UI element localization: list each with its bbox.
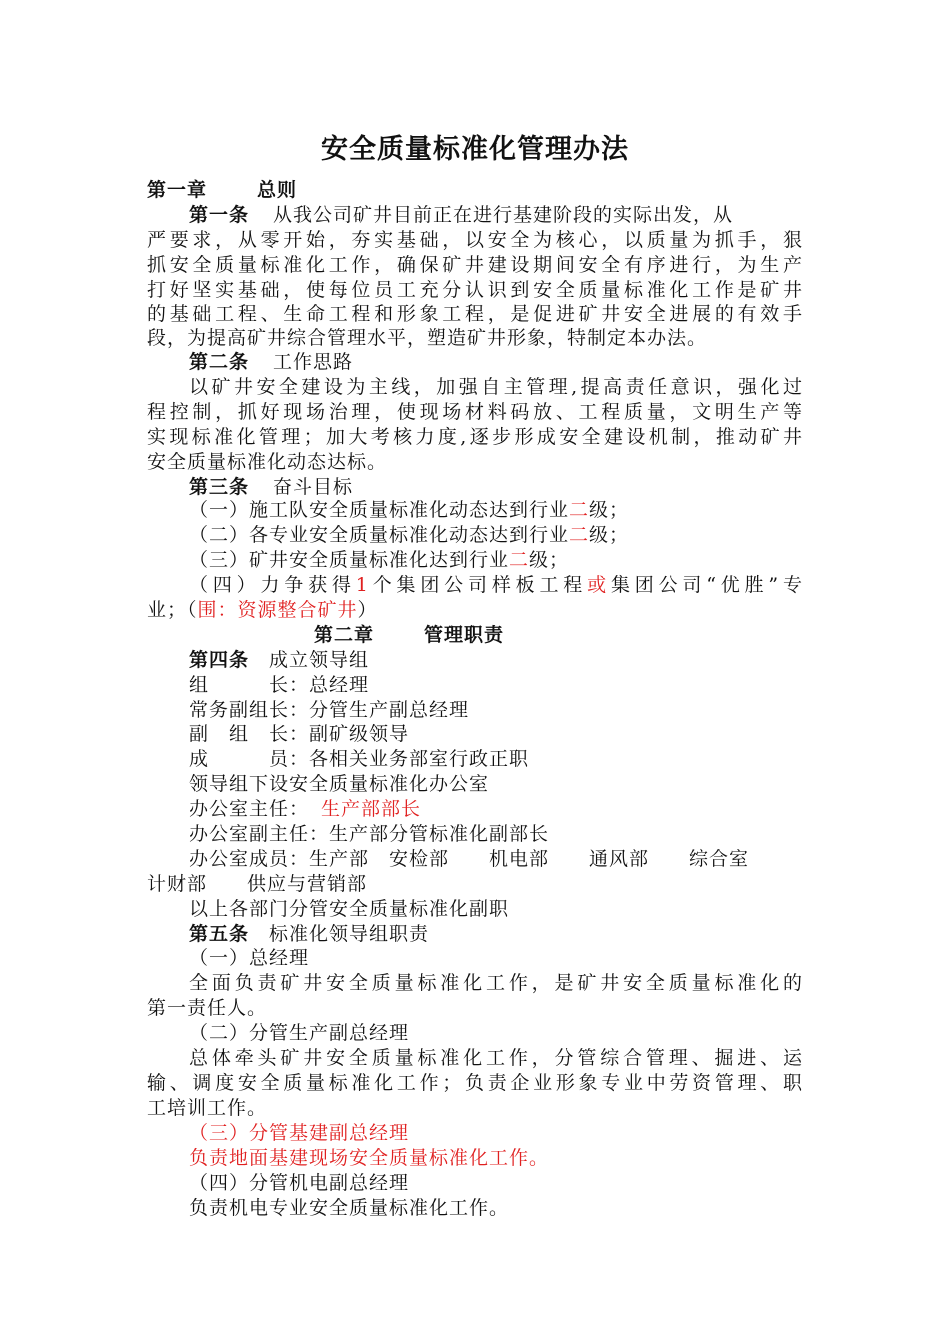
goal-4-text: （四）力争获得 <box>189 574 356 596</box>
article-1-line-6: 段，为提高矿井综合管理水平，塑造矿井形象，特制定本办法。 <box>147 327 708 349</box>
goal-4-count: 1 <box>355 574 369 596</box>
article-3-title: 奋斗目标 <box>273 476 354 498</box>
office-setup-line: 领导组下设安全质量标准化办公室 <box>189 773 490 795</box>
goal-4-text-3: 集团公司“优胜”专 <box>610 574 803 596</box>
duty-4-line-1: 负责机电专业安全质量标准化工作。 <box>189 1197 510 1219</box>
article-1-line-2: 严要求，从零开始，夯实基础，以安全为核心，以质量为抓手，狠 <box>147 229 803 251</box>
document-title: 安全质量标准化管理办法 <box>321 134 629 165</box>
goal-2 <box>189 523 629 547</box>
article-2-line-4: 安全质量标准化动态达标。 <box>147 451 388 473</box>
goal-4-cont-text: 业；（ <box>147 599 198 621</box>
duty-1-title: （一）总经理 <box>189 947 310 969</box>
article-2-label: 第二条 <box>189 351 250 373</box>
deputies-note-line: 以上各部门分管安全质量标准化副职 <box>189 898 510 920</box>
article-5-heading <box>189 922 429 946</box>
goal-3-level: 二 <box>509 549 530 571</box>
article-1-line-1 <box>189 203 733 227</box>
chapter-2-heading <box>314 623 504 647</box>
goal-1 <box>189 498 629 522</box>
article-1-text-1: 从我公司矿井目前正在进行基建阶段的实际出发，从 <box>273 204 734 226</box>
duty-4-title: （四）分管机电副总经理 <box>189 1172 410 1194</box>
article-4-label: 第四条 <box>189 649 250 671</box>
goal-3-suffix: 级； <box>529 549 570 571</box>
article-1-line-3: 抓安全质量标准化工作，确保矿井建设期间安全有序进行，为生产 <box>147 254 803 276</box>
deputy-line: 副 组 长：副矿级领导 <box>189 723 410 745</box>
article-3-heading <box>189 475 353 499</box>
chapter-1-label: 第一章 <box>147 179 208 201</box>
article-4-title: 成立领导组 <box>269 649 370 671</box>
goal-2-level: 二 <box>569 524 590 546</box>
duty-1-line-1: 全面负责矿井安全质量标准化工作，是矿井安全质量标准化的 <box>189 972 803 994</box>
duty-2-title: （二）分管生产副总经理 <box>189 1022 410 1044</box>
duty-3-line-1: 负责地面基建现场安全质量标准化工作。 <box>189 1147 550 1169</box>
article-1-label: 第一条 <box>189 204 250 226</box>
office-members-line-1: 办公室成员：生产部 安检部 机电部 通风部 综合室 <box>189 848 750 870</box>
article-1-line-4: 打好坚实基础，使每位员工充分认识到安全质量标准化工作是矿井 <box>147 279 803 301</box>
chapter-1-heading <box>147 178 297 202</box>
office-vice-director-line: 办公室副主任：生产部分管标准化副部长 <box>189 823 550 845</box>
duty-2-line-1: 总体牵头矿井安全质量标准化工作，分管综合管理、掘进、运 <box>189 1047 803 1069</box>
goal-1-text: （一）施工队安全质量标准化动态达到行业 <box>189 499 570 521</box>
article-2-line-3: 实现标准化管理；加大考核力度,逐步形成安全建设机制，推动矿井 <box>147 426 803 448</box>
goal-4-text-2: 个集团公司样板工程 <box>368 574 588 596</box>
chapter-1-name: 总则 <box>257 179 298 201</box>
goal-1-level: 二 <box>569 499 590 521</box>
goal-1-suffix: 级； <box>589 499 630 521</box>
office-director-label: 办公室主任： <box>189 798 310 820</box>
office-director-line <box>189 797 421 821</box>
article-2-line-2: 程控制，抓好现场治理，使现场材料码放、工程质量，文明生产等 <box>147 401 803 423</box>
article-1-line-5: 的基础工程、生命工程和形象工程，是促进矿井安全进展的有效手 <box>147 303 803 325</box>
goal-2-suffix: 级； <box>589 524 630 546</box>
goal-2-text: （二）各专业安全质量标准化动态达到行业 <box>189 524 570 546</box>
members-line: 成 员：各相关业务部室行政正职 <box>189 748 530 770</box>
executive-deputy-line: 常务副组长：分管生产副总经理 <box>189 699 470 721</box>
article-4-heading <box>189 648 369 672</box>
article-5-title: 标准化领导组职责 <box>269 923 430 945</box>
chapter-2-name: 管理职责 <box>424 624 505 646</box>
goal-4-close: ） <box>357 599 378 621</box>
duty-1-line-2: 第一责任人。 <box>147 997 268 1019</box>
goal-4 <box>189 573 803 597</box>
article-2-line-1: 以矿井安全建设为主线，加强自主管理,提高责任意识，强化过 <box>189 376 803 398</box>
duty-2-line-2: 输、调度安全质量标准化工作；负责企业形象专业中劳资管理、职 <box>147 1072 803 1094</box>
duty-2-line-3: 工培训工作。 <box>147 1097 268 1119</box>
article-2-title: 工作思路 <box>273 351 354 373</box>
article-5-label: 第五条 <box>189 923 250 945</box>
goal-3-text: （三）矿井安全质量标准化达到行业 <box>189 549 510 571</box>
goal-3 <box>189 548 569 572</box>
duty-3-title: （三）分管基建副总经理 <box>189 1122 410 1144</box>
office-members-line-2: 计财部 供应与营销部 <box>147 873 368 895</box>
leader-line: 组 长：总经理 <box>189 674 370 696</box>
office-director-value: 生产部部长 <box>321 798 422 820</box>
article-2-heading <box>189 350 353 374</box>
article-3-label: 第三条 <box>189 476 250 498</box>
chapter-2-label: 第二章 <box>314 624 375 646</box>
goal-4-continued <box>147 598 378 622</box>
goal-4-or: 或 <box>587 574 611 596</box>
goal-4-scope: 围：资源整合矿井 <box>197 599 358 621</box>
